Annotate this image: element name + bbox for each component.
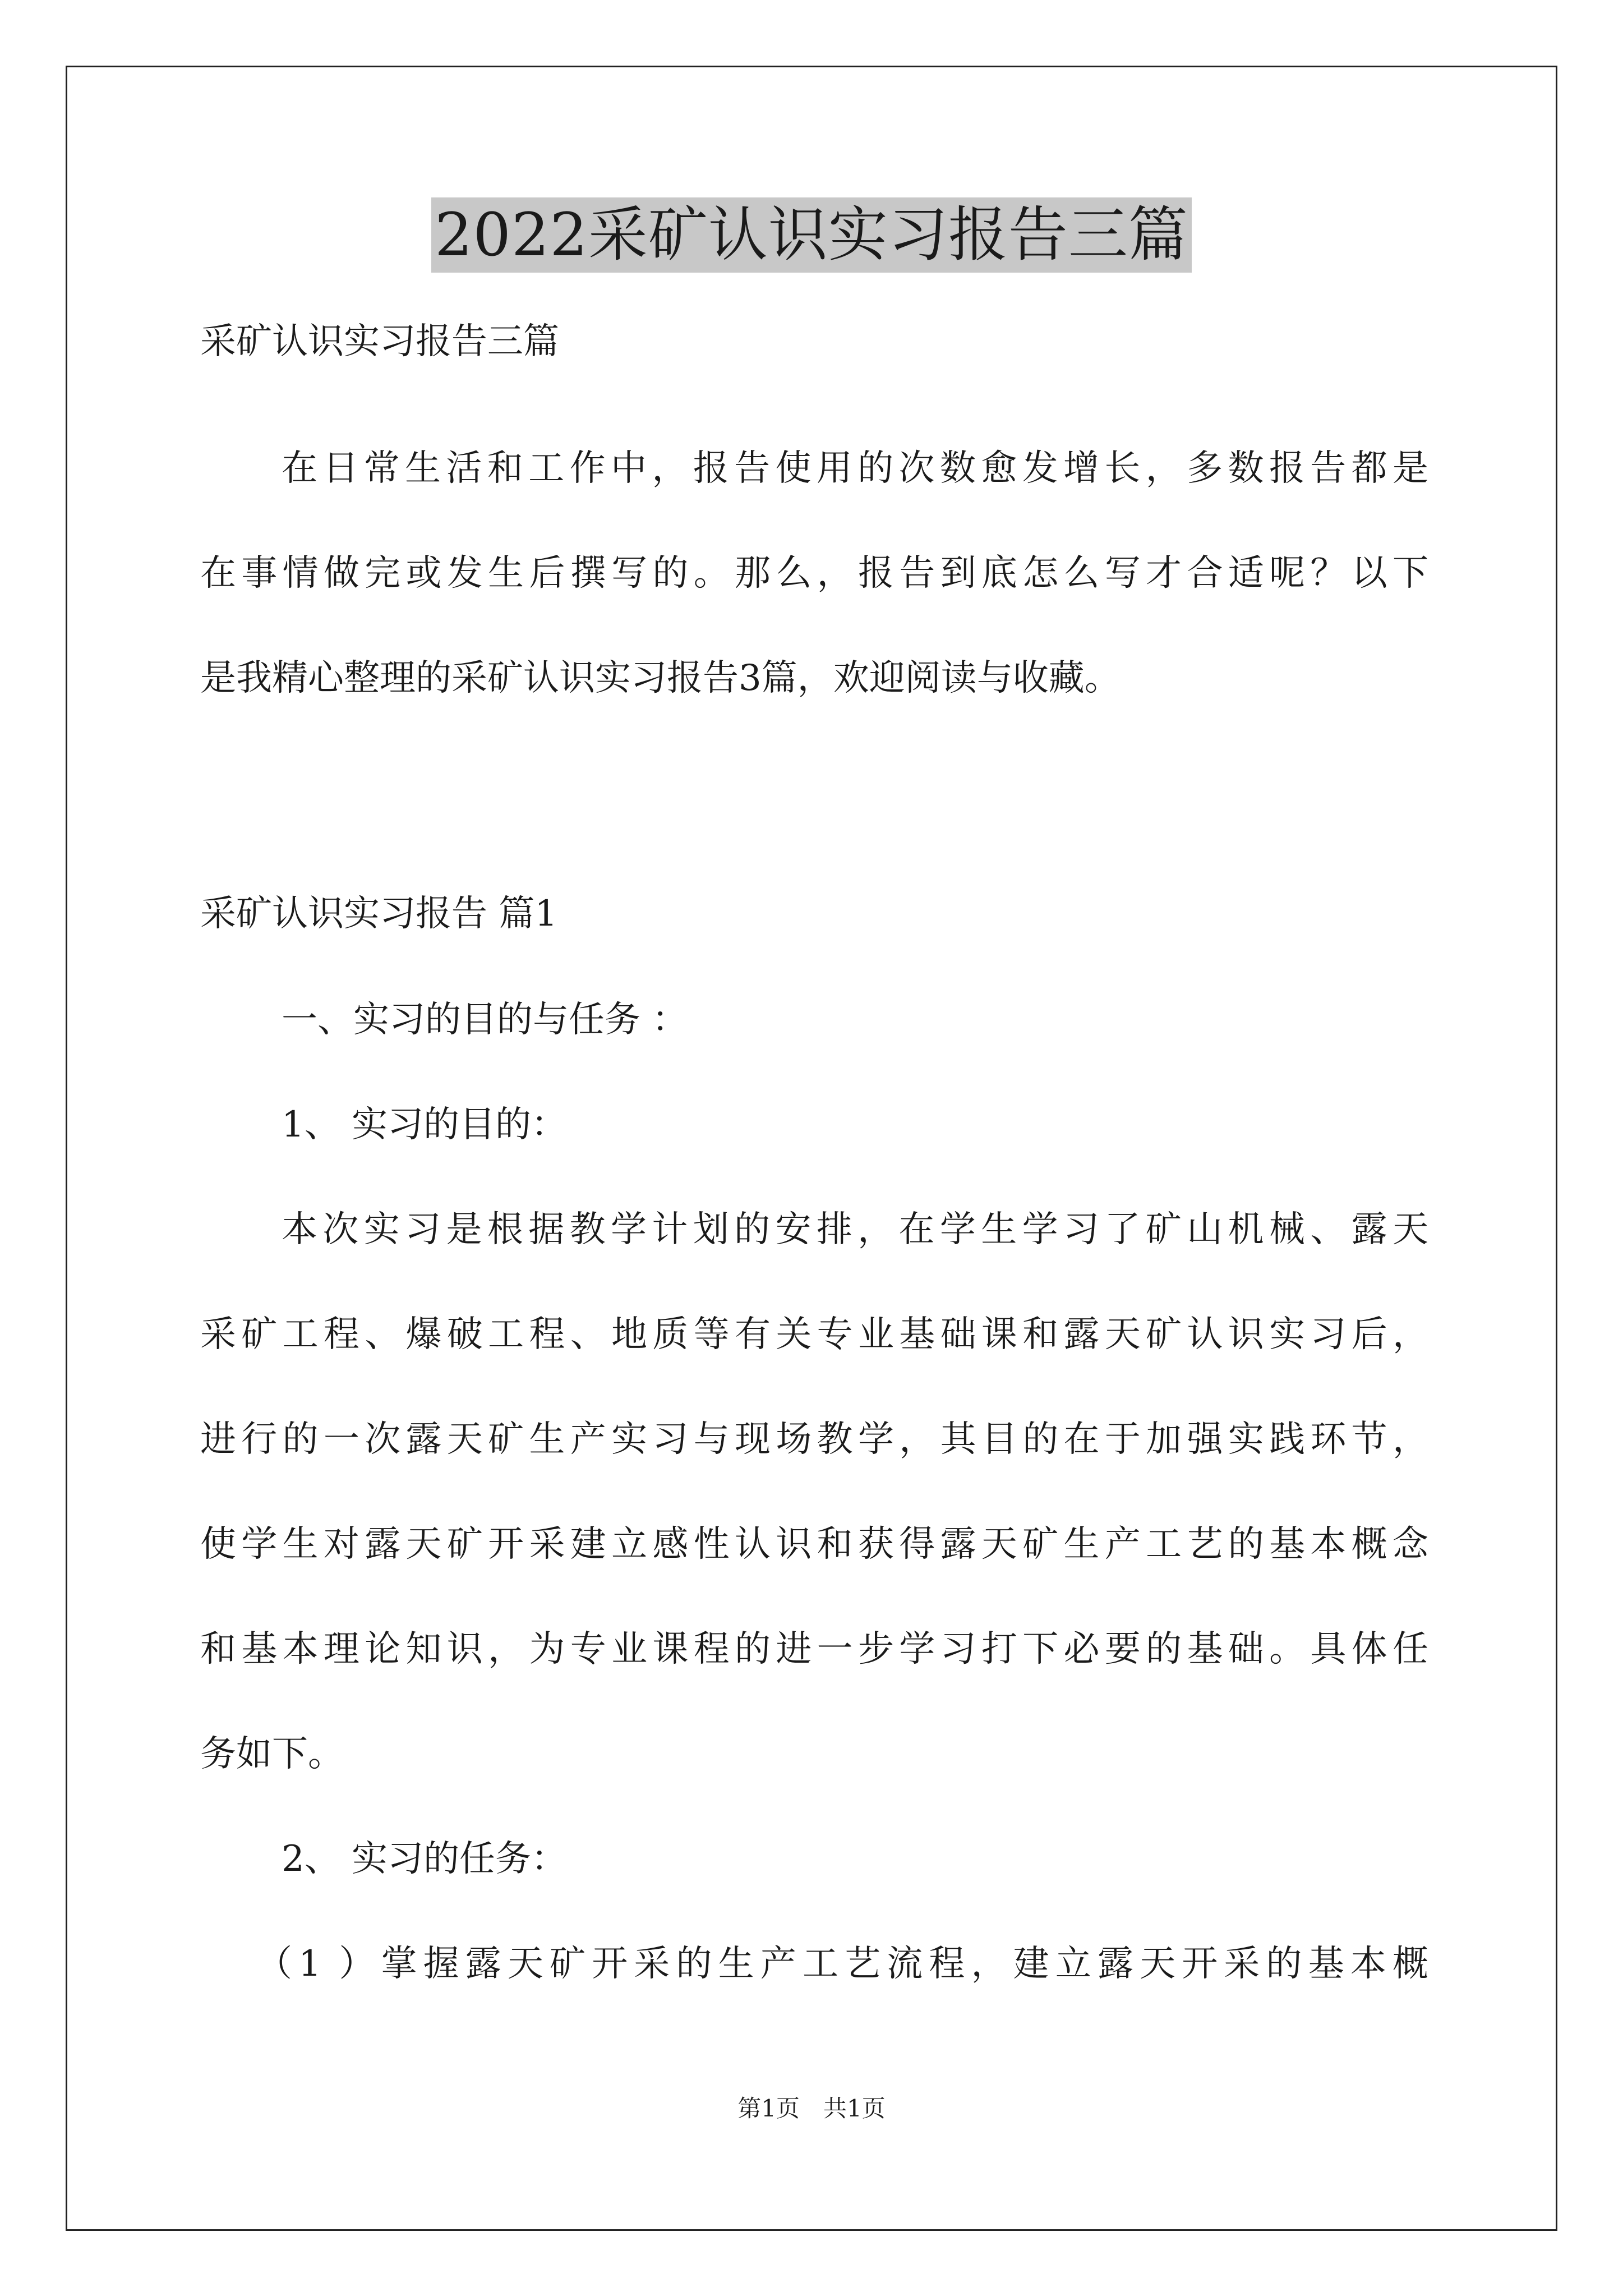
subtitle-line: 采矿认识实习报告三篇 — [200, 321, 559, 362]
purpose-paragraph-line-2: 采矿工程、爆破工程、地质等有关专业基础课和露天矿认识实习后， — [200, 1314, 1428, 1355]
subheading-purpose-and-tasks: 一、实习的目的与任务 ： — [282, 999, 688, 1041]
page-footer: 第1页 共1页 — [737, 2095, 886, 2122]
purpose-paragraph-line-3: 进行的一次露天矿生产实习与现场教学，其目的在于加强实践环节， — [200, 1419, 1428, 1460]
page-border — [66, 66, 1557, 2231]
purpose-paragraph-line-6: 务如下。 — [200, 1733, 344, 1775]
document-title — [0, 197, 1623, 273]
subheading-purpose: 1、 实习的目的： — [282, 1104, 568, 1145]
intro-paragraph-line-1: 在日常生活和工作中，报告使用的次数愈发增长，多数报告都是 — [282, 448, 1428, 489]
subheading-tasks: 2、 实习的任务： — [282, 1838, 568, 1880]
section-heading: 采矿认识实习报告 篇1 — [200, 893, 558, 935]
document-title-text: 2022采矿认识实习报告三篇 — [431, 197, 1192, 273]
purpose-paragraph-line-4: 使学生对露天矿开采建立感性认识和获得露天矿生产工艺的基本概念 — [200, 1524, 1428, 1565]
intro-paragraph-line-2: 在事情做完或发生后撰写的。那么，报告到底怎么写才合适呢？以下 — [200, 553, 1428, 594]
purpose-paragraph-line-5: 和基本理论知识，为专业课程的进一步学习打下必要的基础。具体任 — [200, 1628, 1428, 1670]
intro-paragraph-line-3: 是我精心整理的采矿认识实习报告3篇，欢迎阅读与收藏。 — [200, 657, 1121, 699]
task-item-1: （1 ）掌握露天矿开采的生产工艺流程，建立露天开采的基本概 — [256, 1943, 1428, 1985]
purpose-paragraph-line-1: 本次实习是根据教学计划的安排，在学生学习了矿山机械、露天 — [282, 1209, 1428, 1250]
